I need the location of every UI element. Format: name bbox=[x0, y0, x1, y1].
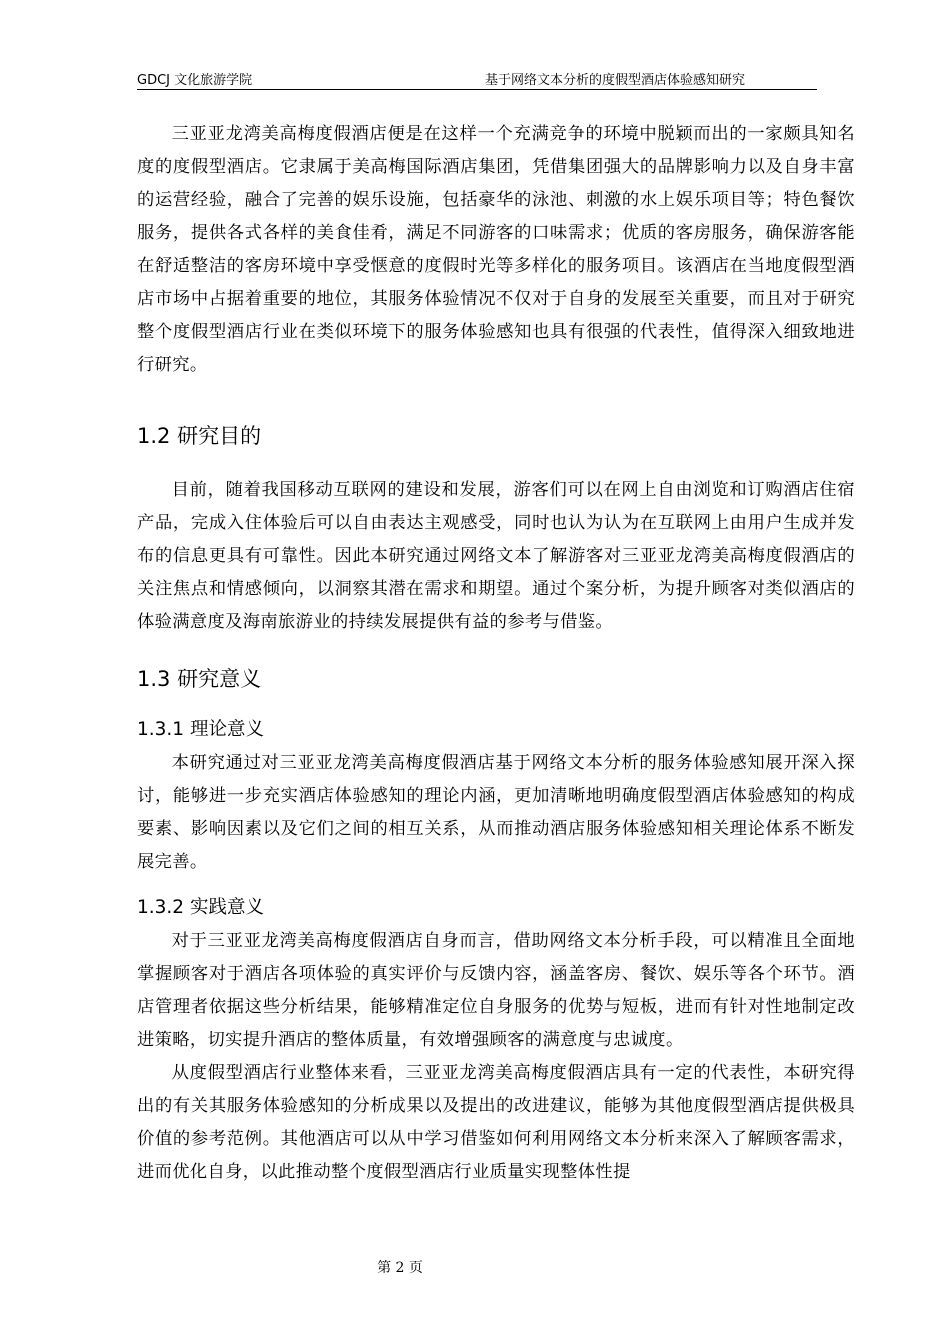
paragraph-practice-hotel: 对于三亚亚龙湾美高梅度假酒店自身而言，借助网络文本分析手段，可以精准且全面地掌握顾客对于酒店各项体验的真实评价与反馈内容，涵盖客房、餐饮、娱乐等各个环节。酒店管理者依据这些分析结果，能够精准定位自身服务的优势与短板，进而有针对性地制定改进策略，切实提升酒店的整体质量，有效增强顾客的满意度与忠诚度。 bbox=[137, 931, 855, 1050]
page-body bbox=[137, 118, 855, 1189]
paragraph-practice-industry: 从度假型酒店行业整体来看，三亚亚龙湾美高梅度假酒店具有一定的代表性，本研究得出的有关其服务体验感知的分析成果以及提出的改进建议，能够为其他度假型酒店提供极具价值的参考范例。其他酒店可以从中学习借鉴如何利用网络文本分析来深入了解顾客需求，进而优化自身，以此推动整个度假型酒店行业质量实现整体性提 bbox=[137, 1063, 855, 1182]
section-heading-purpose: 1.2 研究目的 bbox=[137, 424, 262, 448]
paragraph-theory: 本研究通过对三亚亚龙湾美高梅度假酒店基于网络文本分析的服务体验感知展开深入探讨，能够进一步充实酒店体验感知的理论内涵，更加清晰地明确度假型酒店体验感知的构成要素、影响因素以及它们之间的相互关系，从而推动酒店服务体验感知相关理论体系不断发展完善。 bbox=[137, 753, 855, 872]
page-header bbox=[137, 69, 817, 90]
paragraph-purpose: 目前，随着我国移动互联网的建设和发展，游客们可以在网上自由浏览和订购酒店住宿产品，完成入住体验后可以自由表达主观感受，同时也认为认为在互联网上由用户生成并发布的信息更具有可靠性。因此本研究通过网络文本了解游客对三亚亚龙湾美高梅度假酒店的关注焦点和情感倾向，以洞察其潜在需求和期望。通过个案分析，为提升顾客对类似酒店的体验满意度及海南旅游业的持续发展提供有益的参考与借鉴。 bbox=[137, 480, 855, 632]
header-thesis-title: 基于网络文本分析的度假型酒店体验感知研究 bbox=[484, 73, 745, 88]
subsection-heading-theory: 1.3.1 理论意义 bbox=[137, 719, 264, 740]
subsection-heading-practice: 1.3.2 实践意义 bbox=[137, 897, 264, 918]
page-number: 第 2 页 bbox=[377, 1260, 423, 1276]
paragraph-intro: 三亚亚龙湾美高梅度假酒店便是在这样一个充满竞争的环境中脱颖而出的一家颇具知名度的度假型酒店。它隶属于美高梅国际酒店集团，凭借集团强大的品牌影响力以及自身丰富的运营经验，融合了完善的娱乐设施，包括豪华的泳池、刺激的水上娱乐项目等；特色餐饮服务，提供各式各样的美食佳肴，满足不同游客的口味需求；优质的客房服务，确保游客能在舒适整洁的客房环境中享受惬意的度假时光等多样化的服务项目。该酒店在当地度假型酒店市场中占据着重要的地位，其服务体验情况不仅对于自身的发展至关重要，而且对于研究整个度假型酒店行业在类似环境下的服务体验感知也具有很强的代表性，值得深入细致地进行研究。 bbox=[137, 124, 855, 375]
section-heading-significance: 1.3 研究意义 bbox=[137, 667, 262, 691]
header-institution: GDCJ 文化旅游学院 bbox=[137, 73, 253, 88]
